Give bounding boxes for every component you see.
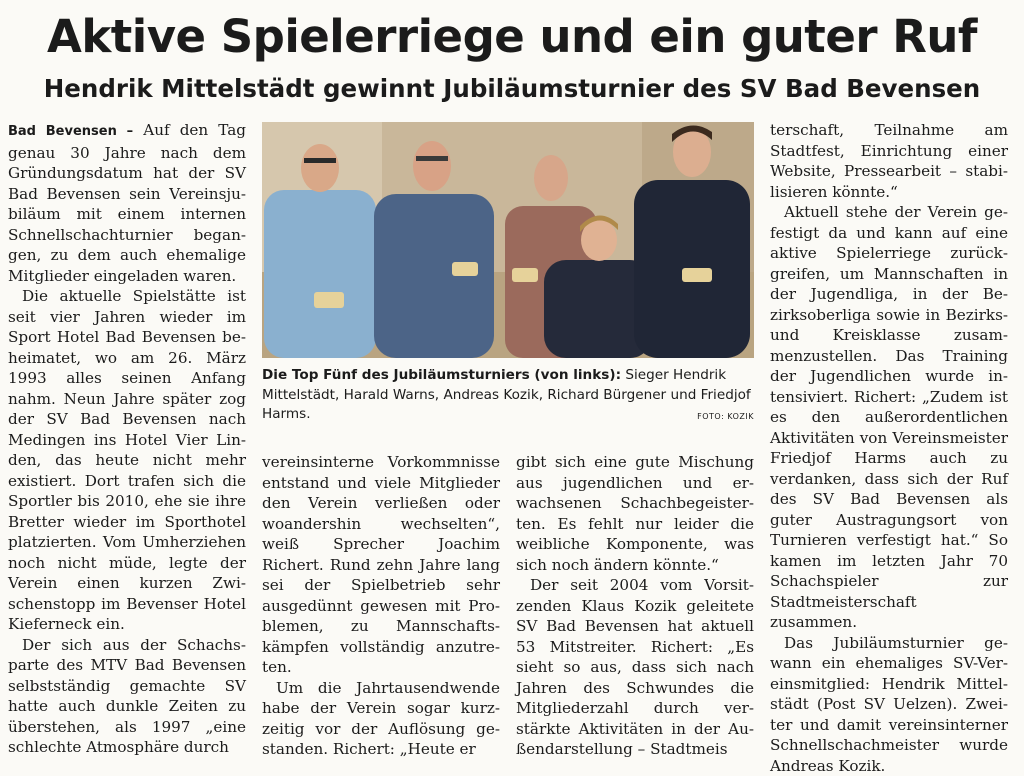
headline: Aktive Spielerriege und ein guter Ruf [0,8,1024,66]
photo-credit: FOTO: KOZIK [690,412,754,421]
article-column-2 [262,452,500,758]
paragraph: Das Jubiläumsturnier gewann ein ehemaliges SV-Vereinsmitglied: Hendrik Mittelstädt (Post SV Uelzen). Zweiter und damit vereinsinterner Schnellschachmeister wurde Andreas Kozik. [770,633,1008,776]
team-photo-illustration [262,122,754,358]
lead-text: Auf den Tag genau 30 Jahre nach dem Gründungsdatum hat der SV Bad Bevensen sein Vereinsjubiläum mit einem internen Schnellschachturnier begangen, zu dem auch ehemalige Mitglieder eingeladen waren. [8,121,246,285]
paragraph: Der seit 2004 vom Vorsitzenden Klaus Kozik geleitete SV Bad Bevensen hat aktuell 53 Mitstreiter. Richert: „Es sieht so aus, dass sich nach Jahren des Schwundes die Mitgliederzahl durch verstärkte Aktivitäten in der Außendarstellung – Stadtmeis [516,575,754,760]
dateline: Bad Bevensen – [8,124,133,139]
photo-caption [262,366,754,425]
paragraph: terschaft, Teilnahme am Stadtfest, Einrichtung einer Website, Pressearbeit – stabilisieren könnte.“ [770,120,1008,202]
caption-title: Die Top Fünf des Jubiläumsturniers (von links): [262,367,621,383]
paragraph: Um die Jahrtausendwende habe der Verein sogar kurzzeitig vor der Auflösung gestanden. Richert: „Heute er [262,678,500,760]
paragraph: vereinsinterne Vorkommnisse entstand und viele Mitglieder den Verein verließen oder woandershin wechselten“, weiß Sprecher Joachim Richert. Rund zehn Jahre lang sei der Spielbetrieb sehr ausgedünnt gewesen mit Problemen, zu Mannschaftskämpfen vollständig anzutreten. [262,452,500,678]
team-photo [262,122,754,358]
paragraph: Der sich aus der Schachsparte des MTV Bad Bevensen selbstständig gemachte SV hatte auch dunkle Zeiten zu überstehen, als 1997 „eine schlechte Atmosphäre durch [8,635,246,758]
paragraph: Die aktuelle Spielstätte ist seit vier Jahren wieder im Sport Hotel Bad Bevensen beheimatet, wo am 26. März 1993 alles seinen Anfang nahm. Neun Jahre später zog der SV Bad Bevensen nach Medingen ins Hotel Vier Linden, das heute nicht mehr existiert. Dort trafen sich die Sportler bis 2010, ehe sie ihre Bretter wieder im Sporthotel platzierten. Vom Umherziehen noch nicht müde, legte der Verein einen kurzen Zwischenstopp im Bevenser Hotel Kieferneck ein. [8,286,246,635]
paragraph: gibt sich eine gute Mischung aus jugendlichen und erwachsenen Schachbegeisterten. Es fehlt nur leider die weibliche Komponente, was sich noch ändern könnte.“ [516,452,754,575]
lead-paragraph [8,120,246,286]
caption-text: Sieger Hendrik Mittelstädt, Harald Warns, Andreas Kozik, Richard Bürgener und Friedjof Harms. [262,367,751,422]
subheadline: Hendrik Mittelstädt gewinnt Jubiläumsturnier des SV Bad Bevensen [0,72,1024,106]
article-column-3 [516,452,754,758]
paragraph: Aktuell stehe der Verein gefestigt da und kann auf eine aktive Spielerriege zurückgreifen, um Mannschaften in der Jugendliga, in der Bezirksoberliga sowie in Bezirks- und Kreisklasse zusammenzustellen. Das Training der Jugendlichen wurde intensiviert. Richert: „Zudem ist es den außerordentlichen Aktivitäten von Vereinsmeister Friedjof Harms auch zu verdanken, dass sich der Ruf des SV Bad Bevensen als guter Austragungsort von Turnieren verfestigt hat.“ So kamen im letzten Jahr 70 Schachspieler zur Stadtmeisterschaft zusammen. [770,202,1008,633]
article-column-4 [770,120,1008,758]
article-column-1 [8,120,246,758]
